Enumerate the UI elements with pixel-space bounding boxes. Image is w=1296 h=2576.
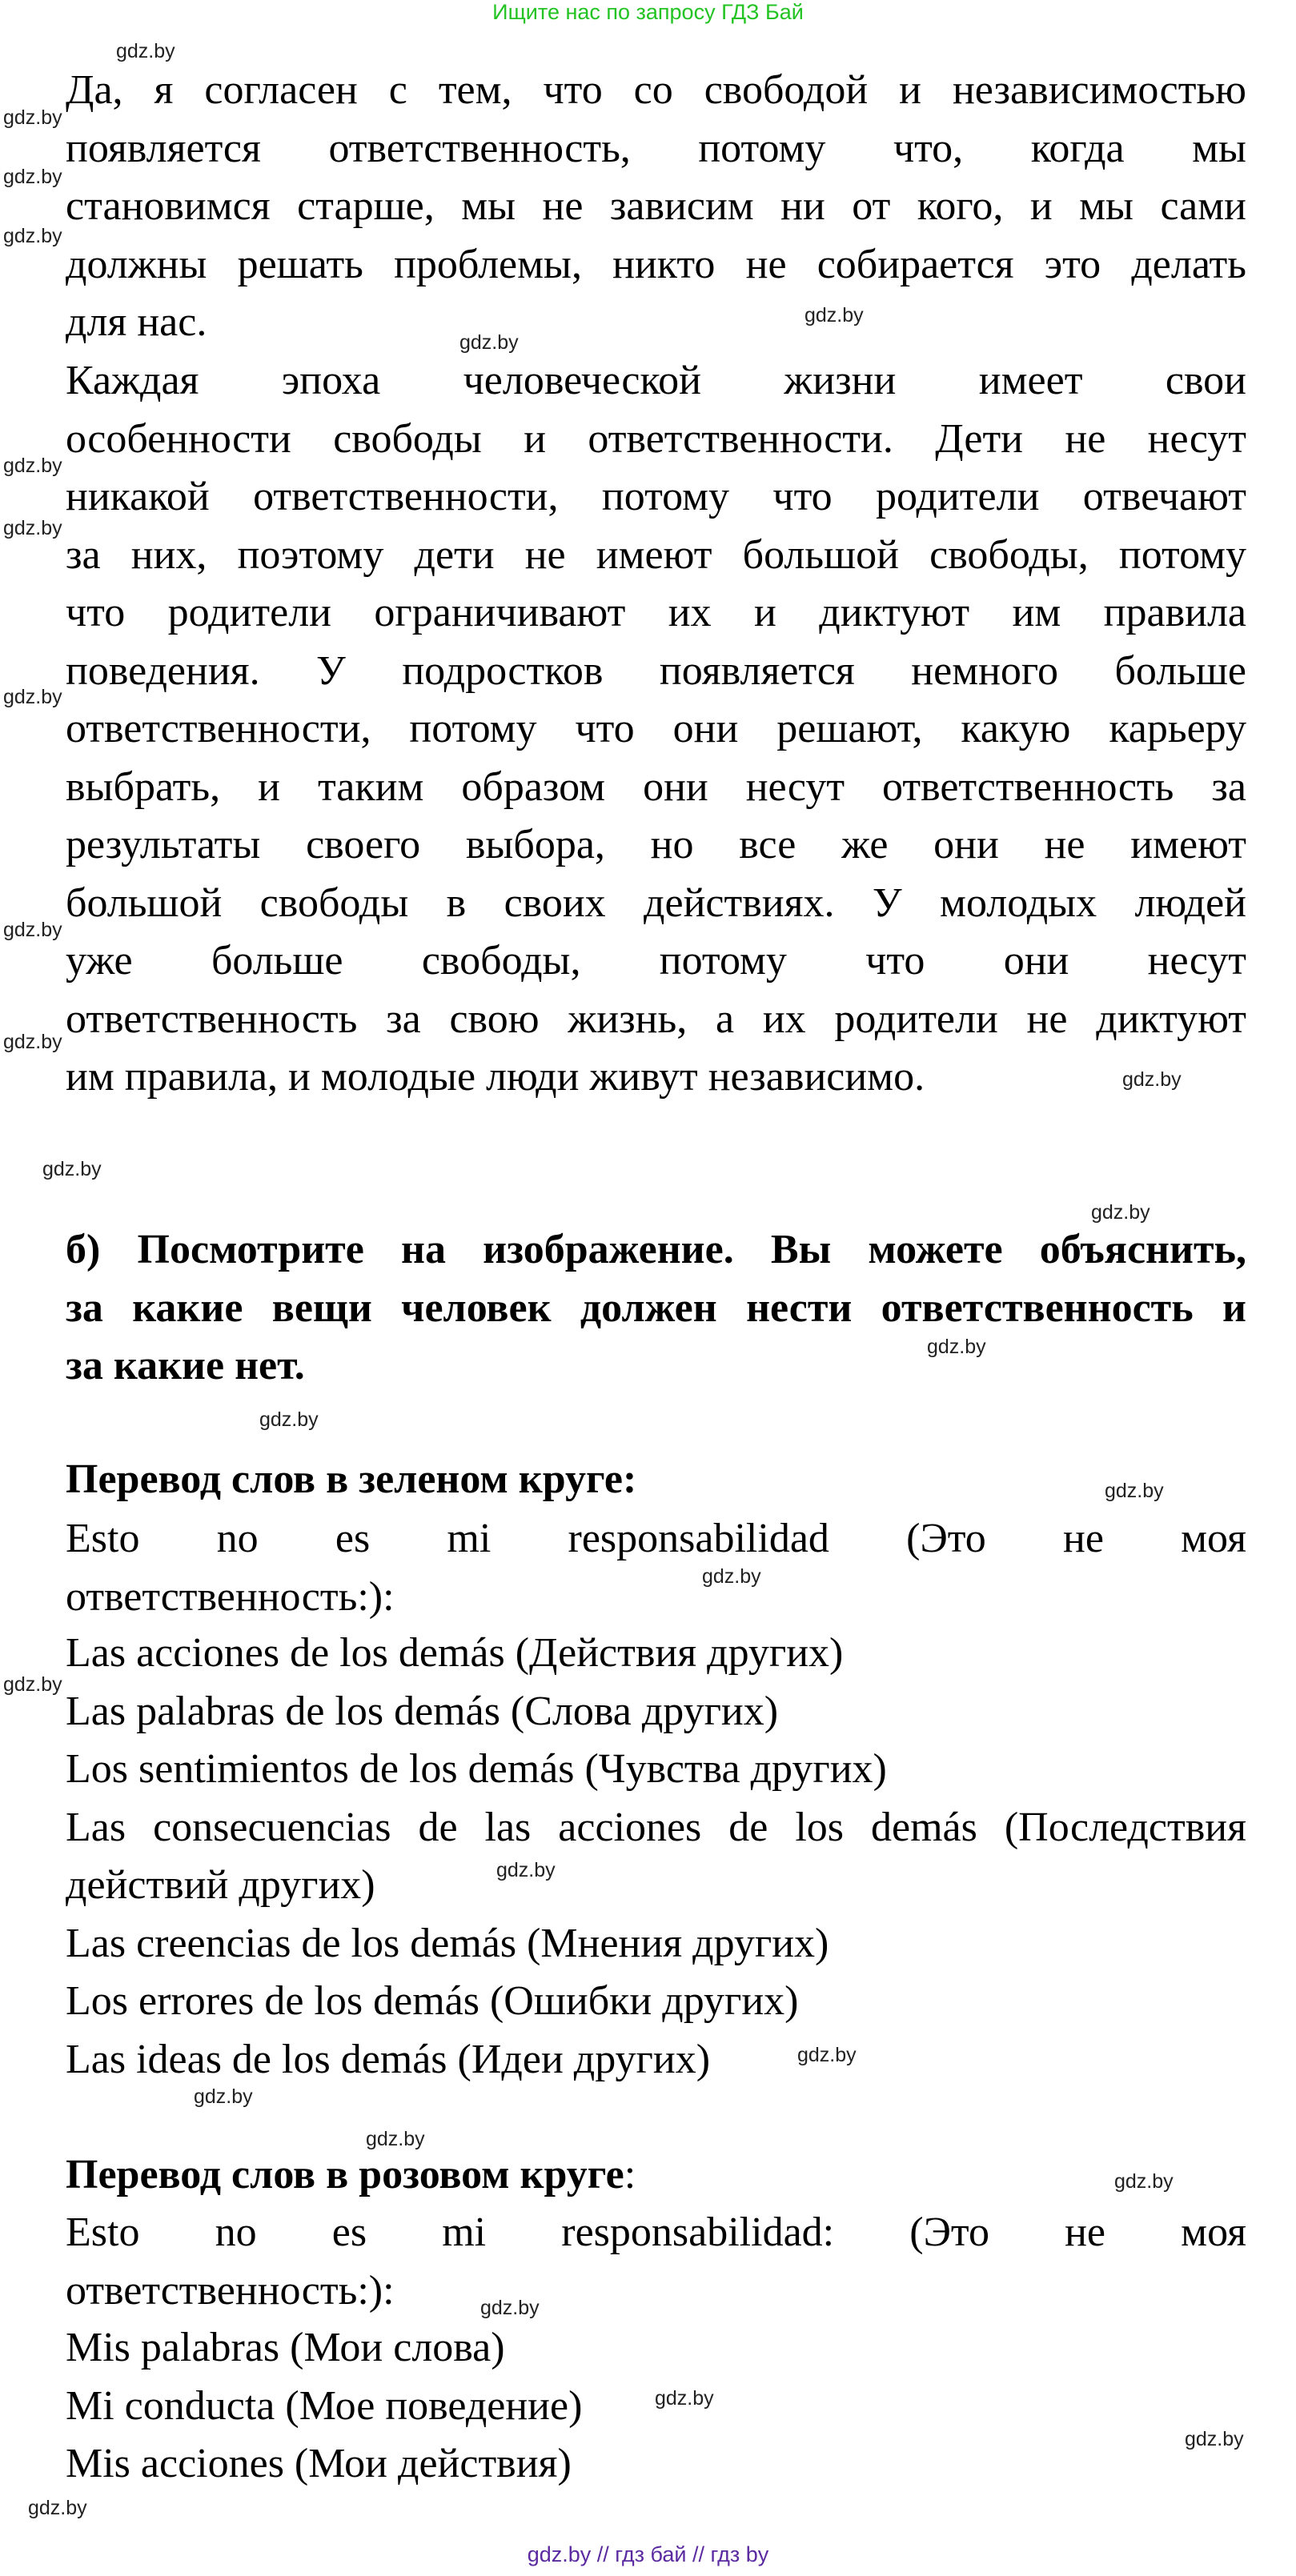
text-line: особенности свободы и ответственности. Дети не несут <box>66 415 1246 462</box>
list-item <box>66 1741 1246 1799</box>
list-item-line: Mis palabras (Мои слова) <box>66 2325 505 2370</box>
list-item-line: действий других) <box>66 1862 375 1908</box>
watermark: gdz.by <box>459 331 519 354</box>
list-item-line: Las consecuencias de las acciones de los demás (Последствия <box>66 1804 1246 1850</box>
watermark: gdz.by <box>3 686 62 708</box>
watermark: gdz.by <box>116 40 175 62</box>
text-line: за какие вещи человек должен нести ответственность и <box>66 1284 1246 1331</box>
watermark: gdz.by <box>259 1408 319 1431</box>
watermark: gdz.by <box>42 1158 102 1180</box>
text-line: появляется ответственность, потому что, когда мы <box>66 125 1246 171</box>
watermark: gdz.by <box>3 106 62 129</box>
list-item-line: Mi conducta (Мое поведение) <box>66 2382 583 2429</box>
pink-heading-text: Перевод слов в розовом круге <box>66 2152 624 2197</box>
text-line: за них, поэтому дети не имеют большой свободы, потому <box>66 531 1246 578</box>
text-line: поведения. У подростков появляется немного больше <box>66 647 1246 694</box>
watermark: gdz.by <box>3 1031 62 1053</box>
watermark: gdz.by <box>1114 2170 1174 2193</box>
watermark: gdz.by <box>28 2497 87 2519</box>
text-line: уже больше свободы, потому что они несут <box>66 938 1246 984</box>
watermark: gdz.by <box>1185 2428 1244 2450</box>
watermark: gdz.by <box>1122 1068 1182 1091</box>
text-line: результаты своего выбора, но все же они не имеют <box>66 822 1246 867</box>
text-line: Каждая эпоха человеческой жизни имеет свои <box>66 358 1246 403</box>
text-line: Да, я согласен с тем, что со свободой и независимостью <box>66 67 1246 113</box>
pink-heading-colon: : <box>624 2152 636 2197</box>
list-item <box>66 1915 1246 1973</box>
list-item <box>66 1799 1246 1915</box>
list-item-line: Las acciones de los demás (Действия других) <box>66 1630 844 1676</box>
text-line: большой свободы в своих действиях. У молодых людей <box>66 879 1246 926</box>
pink-intro <box>66 2204 1246 2320</box>
watermark: gdz.by <box>3 455 62 477</box>
task-b-question <box>66 1221 1246 1396</box>
watermark: gdz.by <box>1091 1201 1150 1224</box>
watermark: gdz.by <box>3 225 62 247</box>
green-list <box>66 1625 1246 2089</box>
watermark: gdz.by <box>702 1565 761 1588</box>
watermark: gdz.by <box>797 2044 857 2066</box>
list-item <box>66 2435 1246 2494</box>
watermark: gdz.by <box>3 919 62 941</box>
watermark: gdz.by <box>480 2297 540 2319</box>
list-item <box>66 1625 1246 1683</box>
list-item-line: Las ideas de los demás (Идеи других) <box>66 2036 711 2082</box>
list-item-line: Los errores de los demás (Ошибки других) <box>66 1978 799 2024</box>
text-line: ответственность за свою жизнь, а их родители не диктуют <box>66 996 1246 1042</box>
text-line: никакой ответственности, потому что родители отвечают <box>66 474 1246 519</box>
list-item <box>66 1683 1246 1741</box>
text-line: что родители ограничивают их и диктуют им правила <box>66 590 1246 635</box>
search-banner: Ищите нас по запросу ГДЗ Бай <box>492 0 804 24</box>
text-line: Esto no es mi responsabilidad: (Это не моя <box>66 2209 1246 2255</box>
list-item-line: Las creencias de los demás (Мнения других) <box>66 1920 829 1966</box>
pink-heading-line <box>66 2146 1246 2205</box>
text-line: за какие нет. <box>66 1343 305 1388</box>
text-line: должны решать проблемы, никто не собирается это делать <box>66 241 1246 287</box>
green-heading-text: Перевод слов в зеленом круге: <box>66 1456 637 1502</box>
list-item-line: Las palabras de los demás (Слова других) <box>66 1688 779 1734</box>
list-item <box>66 2319 1246 2378</box>
watermark: gdz.by <box>3 166 62 188</box>
text-line: б) Посмотрите на изображение. Вы можете объяснить, <box>66 1227 1246 1272</box>
green-intro <box>66 1510 1246 1626</box>
watermark: gdz.by <box>3 517 62 539</box>
text-line: для нас. <box>66 299 207 345</box>
text-line: выбрать, и таким образом они несут ответственность за <box>66 763 1246 810</box>
list-item-line: Mis acciones (Мои действия) <box>66 2441 572 2486</box>
watermark: gdz.by <box>366 2128 425 2150</box>
paragraph-2 <box>66 352 1246 1107</box>
watermark: gdz.by <box>496 1859 556 1881</box>
watermark: gdz.by <box>927 1336 986 1358</box>
text-line: Esto no es mi responsabilidad (Это не моя <box>66 1516 1246 1561</box>
text-line: ответственности, потому что они решают, какую карьеру <box>66 706 1246 751</box>
list-item <box>66 2031 1246 2089</box>
watermark: gdz.by <box>1105 1480 1164 1502</box>
paragraph-1 <box>66 62 1246 352</box>
text-line: им правила, и молодые люди живут независимо. <box>66 1054 925 1100</box>
watermark: gdz.by <box>3 1673 62 1696</box>
text-line: ответственность:): <box>66 1573 395 1620</box>
green-circle-heading <box>66 1451 1246 1509</box>
list-item-line: Los sentimientos de los demás (Чувства других) <box>66 1746 887 1792</box>
list-item <box>66 1973 1246 2031</box>
text-line: становимся старше, мы не зависим ни от кого, и мы сами <box>66 183 1246 229</box>
text-line: ответственность:): <box>66 2267 395 2314</box>
watermark: gdz.by <box>804 304 864 327</box>
watermark: gdz.by <box>655 2387 714 2410</box>
footer-links[interactable]: gdz.by // гдз бай // гдз by <box>527 2542 769 2566</box>
watermark: gdz.by <box>194 2085 253 2108</box>
pink-circle-heading <box>66 2146 1246 2205</box>
